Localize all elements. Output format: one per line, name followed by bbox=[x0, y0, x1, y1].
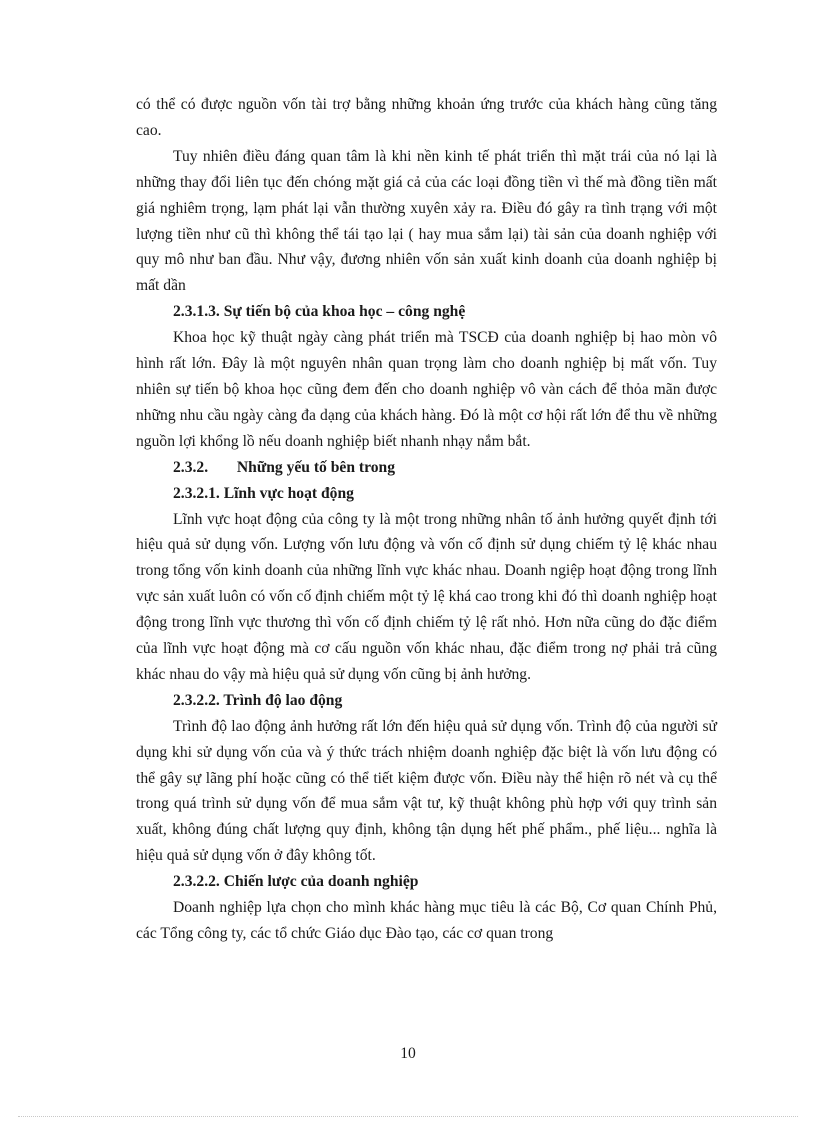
section-heading-2-3-2-2-b bbox=[136, 869, 717, 895]
paragraph-strategy: Doanh nghiệp lựa chọn cho mình khác hàng mục tiêu là các Bộ, Cơ quan Chính Phủ, các Tổng công ty, các tổ chức Giáo dục Đào tạo, các cơ quan trong bbox=[136, 899, 717, 942]
heading-title: Lĩnh vực hoạt động bbox=[223, 484, 354, 502]
heading-number: 2.3.2.1. bbox=[173, 484, 220, 502]
paragraph-labor-skill: Trình độ lao động ảnh hưởng rất lớn đến hiệu quả sử dụng vốn. Trình độ của người sử dụng khi sử dụng vốn của và ý thức trách nhiệm doanh nghiệp đặc biệt là vốn lưu động có thể gây sự lãng phí hoặc cũng có thể tiết kiệm được vốn. Điều này thể hiện rõ nét và cụ thể trong quá trình sử dụng vốn để mua sắm vật tư, kỹ thuật không phù hợp với quy trình sản xuất, không đúng chất lượng quy định, không tận dụng hết phế phẩm., phế liệu... nghĩa là hiệu quả sử dụng vốn ở đây không tốt. bbox=[136, 717, 717, 865]
paragraph-business-field: Lĩnh vực hoạt động của công ty là một trong những nhân tố ảnh hưởng quyết định tới hiệu quả sử dụng vốn. Lượng vốn lưu động và vốn cố định sử dụng chiếm tỷ lệ khác nhau trong tổng vốn kinh doanh của những lĩnh vực khác nhau. Doanh ngiệp hoạt động trong lĩnh vực sản xuất luôn có vốn cố định chiếm một tỷ lệ khá cao trong khi đó thì doanh nghiệp hoạt động trong lĩnh vực thương thì vốn cố định chiếm tỷ lệ rất nhỏ. Hơn nữa cũng do đặc điểm của lĩnh vực hoạt động mà cơ cấu nguồn vốn khác nhau, đặc điểm trong nợ phải trả cũng khác nhau do vậy mà hiệu quả sử dụng vốn cũng bị ảnh hưởng. bbox=[136, 510, 717, 683]
paragraph-continuation: có thể có được nguồn vốn tài trợ bằng những khoản ứng trước của khách hàng cũng tăng cao. bbox=[136, 96, 717, 139]
heading-title: Sự tiến bộ của khoa học – công nghệ bbox=[223, 303, 466, 321]
heading-number: 2.3.2. bbox=[173, 458, 209, 476]
section-heading-2-3-2-2-a bbox=[136, 688, 717, 714]
heading-number: 2.3.2.2. bbox=[173, 691, 220, 709]
section-heading-2-3-2-1 bbox=[136, 481, 717, 507]
page-number: 10 bbox=[400, 1045, 416, 1062]
heading-title: Những yếu tố bên trong bbox=[236, 458, 396, 476]
paragraph-inflation: Tuy nhiên điều đáng quan tâm là khi nền kinh tế phát triển thì mặt trái của nó lại là những thay đổi liên tục đến chóng mặt giá cả của các loại đồng tiền vì thế mà đồng tiền mất giá nghiêm trọng, lạm phát lại vẫn thường xuyên xảy ra. Điều đó gây ra tình trạng với một lượng tiền như cũ thì không thể tái tạo lại ( hay mua sắm lại) tài sản của doanh nghiệp với quy mô như ban đầu. Như vậy, đương nhiên vốn sản xuất kinh doanh của doanh nghiệp bị mất dần bbox=[136, 147, 717, 295]
paragraph-technology: Khoa học kỹ thuật ngày càng phát triển mà TSCĐ của doanh nghiệp bị hao mòn vô hình rất lớn. Đây là một nguyên nhân quan trọng làm cho doanh nghiệp bị mất vốn. Tuy nhiên sự tiến bộ khoa học cũng đem đến cho doanh nghiệp vô vàn cách để thỏa mãn được những nhu cầu ngày càng đa dạng của khách hàng. Đó là một cơ hội rất lớn để thu về những nguồn lợi khổng lồ nếu doanh nghiệp biết nhanh nhạy nắm bắt. bbox=[136, 329, 717, 450]
heading-number: 2.3.2.2. bbox=[173, 873, 220, 891]
section-heading-2-3-2 bbox=[136, 455, 717, 481]
heading-title: Trình độ lao động bbox=[223, 691, 343, 709]
page-body bbox=[136, 92, 717, 947]
heading-number: 2.3.1.3. bbox=[173, 303, 220, 321]
heading-title: Chiến lược của doanh nghiệp bbox=[223, 873, 419, 891]
section-heading-2-3-1-3 bbox=[136, 299, 717, 325]
page-bottom-divider bbox=[18, 1116, 798, 1117]
